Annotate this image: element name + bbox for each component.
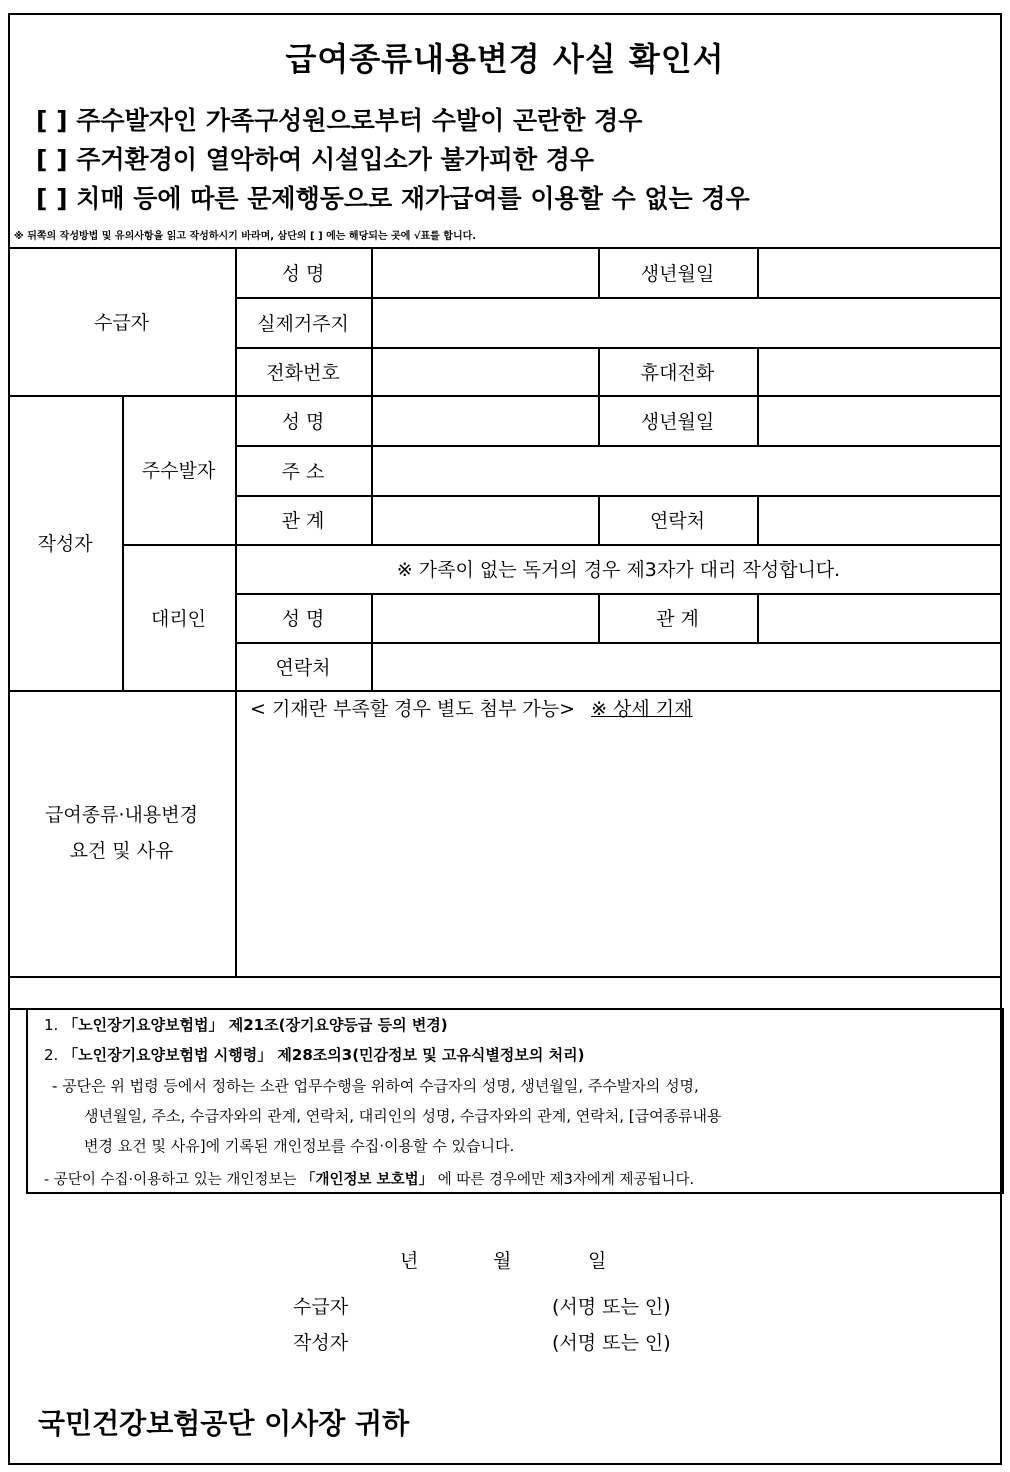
reason-hint <box>250 694 693 721</box>
agent-name-label: 성 명 <box>281 608 325 630</box>
legal-line-1-law: 「노인장기요양보험법」 <box>63 1016 224 1034</box>
legal-line-2-law: 「노인장기요양보험법 시행령」 <box>63 1046 273 1064</box>
reason-label-line1: 급여종류·내용변경 <box>45 804 198 826</box>
recipient-birth-label: 생년월일 <box>640 262 715 285</box>
legal-line-6-pre: - 공단이 수집·이용하고 있는 개인정보는 <box>44 1172 301 1188</box>
reason-textarea[interactable] <box>237 728 1000 974</box>
signature-mark-recipient[interactable]: (서명 또는 인) <box>552 1296 671 1318</box>
recipient-section-label: 수급자 <box>93 311 150 334</box>
caregiver-address-label: 주 소 <box>281 460 325 483</box>
recipient-phone-field[interactable] <box>371 347 598 395</box>
reason-hint-detail: ※ 상세 기재 <box>591 698 693 720</box>
caregiver-birth-label: 생년월일 <box>640 410 715 433</box>
option-checkbox-2[interactable]: [ ] 주거환경이 열악하여 시설입소가 불가피한 경우 <box>36 145 595 174</box>
legal-line-2-article: 제28조의3(민감정보 및 고유식별정보의 처리) <box>272 1046 585 1064</box>
signature-role-writer: 작성자 <box>293 1332 349 1354</box>
legal-line-1-article: 제21조(장기요양등급 등의 변경) <box>223 1016 448 1034</box>
reason-label <box>8 690 235 976</box>
legal-line-1-number: 1. <box>44 1016 64 1034</box>
legal-line-6-law: 「개인정보 보호법」 <box>301 1172 434 1188</box>
legal-line-4: 생년월일, 주소, 수급자와의 관계, 연락처, 대리인의 성명, 수급자와의 관계, 연락처, [급여종류내용 <box>84 1107 722 1125</box>
agent-relation-label: 관 계 <box>656 608 699 630</box>
recipient-birth-field[interactable] <box>757 247 1002 297</box>
legal-line-1 <box>44 1014 448 1035</box>
agent-relation-field[interactable] <box>757 593 1002 642</box>
legal-line-5: 변경 요건 및 사유]에 기록된 개인정보를 수집·이용할 수 있습니다. <box>84 1137 515 1155</box>
rule <box>8 976 1002 978</box>
form-title: 급여종류내용변경 사실 확인서 <box>285 40 725 78</box>
legal-line-2 <box>44 1044 584 1065</box>
caregiver-address-field[interactable] <box>371 445 1002 495</box>
legal-line-6-post: 에 따른 경우에만 제3자에게 제공됩니다. <box>433 1172 695 1188</box>
option-checkbox-3[interactable]: [ ] 치매 등에 따른 문제행동으로 재가급여를 이용할 수 없는 경우 <box>36 184 750 213</box>
agent-contact-field[interactable] <box>371 642 1002 690</box>
agent-label: 대리인 <box>150 607 207 630</box>
recipient-mobile-label: 휴대전화 <box>640 361 715 384</box>
legal-line-6 <box>44 1168 694 1189</box>
agent-contact-label: 연락처 <box>275 656 331 679</box>
legal-notice-box <box>26 1008 1004 1194</box>
reason-label-line2: 요건 및 사유 <box>69 840 174 862</box>
recipient-mobile-field[interactable] <box>757 347 1002 395</box>
agent-name-field[interactable] <box>371 593 598 642</box>
legal-line-2-number: 2. <box>44 1046 64 1064</box>
writer-section-label: 작성자 <box>37 533 93 555</box>
recipient-address-field[interactable] <box>371 297 1002 347</box>
recipient-address-label: 실제거주지 <box>257 312 349 335</box>
recipient-name-field[interactable] <box>371 247 598 297</box>
caregiver-birth-field[interactable] <box>757 395 1002 445</box>
legal-line-3: - 공단은 위 법령 등에서 정하는 소관 업무수행을 위하여 수급자의 성명, 생년월일, 주수발자의 성명, <box>52 1077 699 1095</box>
caregiver-name-field[interactable] <box>371 395 598 445</box>
recipient-name-label: 성 명 <box>281 262 325 285</box>
caregiver-label: 주수발자 <box>141 460 216 482</box>
option-checkbox-1[interactable]: [ ] 주수발자인 가족구성원으로부터 수발이 곤란한 경우 <box>36 106 643 135</box>
addressee: 국민건강보험공단 이사장 귀하 <box>38 1407 410 1440</box>
agent-notice: ※ 가족이 없는 독거의 경우 제3자가 대리 작성합니다. <box>396 559 841 581</box>
instruction-note: ※ 뒤쪽의 작성방법 및 유의사항을 읽고 작성하시기 바라며, 삼단의 [ ] 에는 해당되는 곳에 √표를 합니다. <box>14 231 477 242</box>
recipient-phone-label: 전화번호 <box>266 361 340 384</box>
caregiver-contact-label: 연락처 <box>649 510 706 532</box>
signature-mark-writer[interactable]: (서명 또는 인) <box>552 1332 671 1354</box>
signature-role-recipient: 수급자 <box>293 1296 349 1318</box>
caregiver-contact-field[interactable] <box>757 495 1002 544</box>
date-month: 월 <box>493 1250 512 1272</box>
reason-hint-text: < 기재란 부족할 경우 별도 첨부 가능> <box>250 698 576 720</box>
date-year: 년 <box>400 1250 419 1272</box>
caregiver-name-label: 성 명 <box>281 410 325 433</box>
date-day: 일 <box>588 1250 607 1272</box>
caregiver-relation-label: 관 계 <box>281 510 325 532</box>
caregiver-relation-field[interactable] <box>371 495 598 544</box>
